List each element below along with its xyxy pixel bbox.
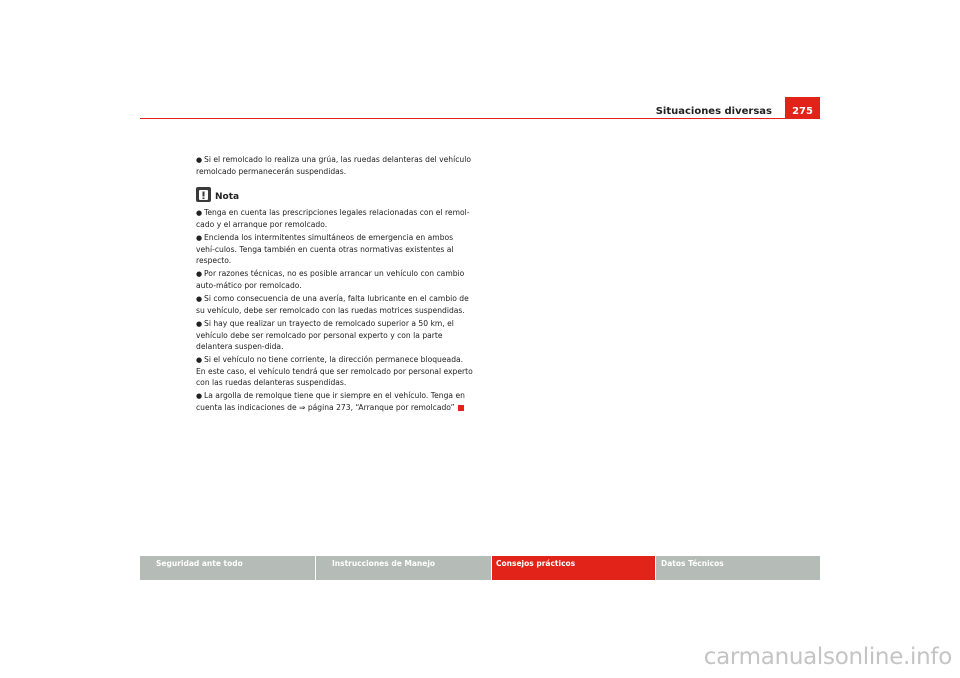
tab-seguridad[interactable]: Seguridad ante todo — [140, 556, 315, 580]
tab-instrucciones[interactable]: Instrucciones de Manejo — [316, 556, 491, 580]
list-item-text: La argolla de remolque tiene que ir siempre en el vehículo. Tenga en cuenta las indicaciones de — [196, 391, 465, 412]
bullet-icon: ● — [196, 295, 203, 303]
arrow-icon: ⇒ — [299, 403, 306, 412]
page-header-title: Situaciones diversas — [655, 106, 772, 117]
bullet-icon: ● — [196, 270, 203, 278]
bullet-icon: ● — [196, 156, 203, 164]
list-item — [196, 207, 474, 230]
list-item-text: Si el remolcado lo realiza una grúa, las ruedas delanteras del vehículo remolcado permanecerán suspendidas. — [196, 155, 471, 176]
note-label: Nota — [215, 192, 240, 202]
list-item — [196, 268, 474, 291]
bullet-icon: ● — [196, 356, 203, 364]
header-rule — [140, 118, 820, 119]
tab-datos-tecnicos[interactable]: Datos Técnicos — [656, 556, 820, 580]
main-content — [196, 154, 474, 415]
list-item-text: Si como consecuencia de una avería, falta lubricante en el cambio de su vehículo, debe ser remolcado con las ruedas motrices suspendidas. — [196, 294, 469, 315]
page-number-badge: 275 — [785, 97, 820, 118]
list-item-text: Encienda los intermitentes simultáneos de emergencia en ambos vehí-culos. Tenga también en cuenta otras normativas existentes al respecto. — [196, 233, 454, 265]
list-item — [196, 390, 474, 413]
list-item-text: Por razones técnicas, no es posible arrancar un vehículo con cambio auto-mático por remolcado. — [196, 269, 465, 290]
list-item — [196, 354, 474, 388]
list-item — [196, 232, 474, 266]
page-reference-link[interactable]: página 273, “Arranque por remolcado” — [305, 403, 455, 412]
bullet-icon: ● — [196, 392, 203, 400]
list-item — [196, 293, 474, 316]
watermark: carmanualsonline.info — [703, 644, 952, 670]
note-heading — [196, 187, 474, 202]
footer-nav — [140, 556, 820, 580]
list-item — [196, 154, 474, 177]
bullet-icon: ● — [196, 320, 203, 328]
list-item — [196, 318, 474, 352]
list-item-text: Si hay que realizar un trayecto de remolcado superior a 50 km, el vehículo debe ser remolcado por personal experto y con la parte delantera suspen-dida. — [196, 319, 454, 351]
note-icon — [196, 187, 211, 202]
bullet-icon: ● — [196, 234, 203, 242]
tab-consejos[interactable]: Consejos prácticos — [492, 556, 655, 580]
list-item-text: Tenga en cuenta las prescripciones legales relacionadas con el remol-cado y el arranque por remolcado. — [196, 208, 470, 229]
list-item-text: Si el vehículo no tiene corriente, la dirección permanece bloqueada. En este caso, el vehículo tendrá que ser remolcado por personal experto con las ruedas delanteras suspendidas. — [196, 355, 473, 387]
end-of-section-icon — [458, 405, 464, 411]
bullet-icon: ● — [196, 209, 203, 217]
